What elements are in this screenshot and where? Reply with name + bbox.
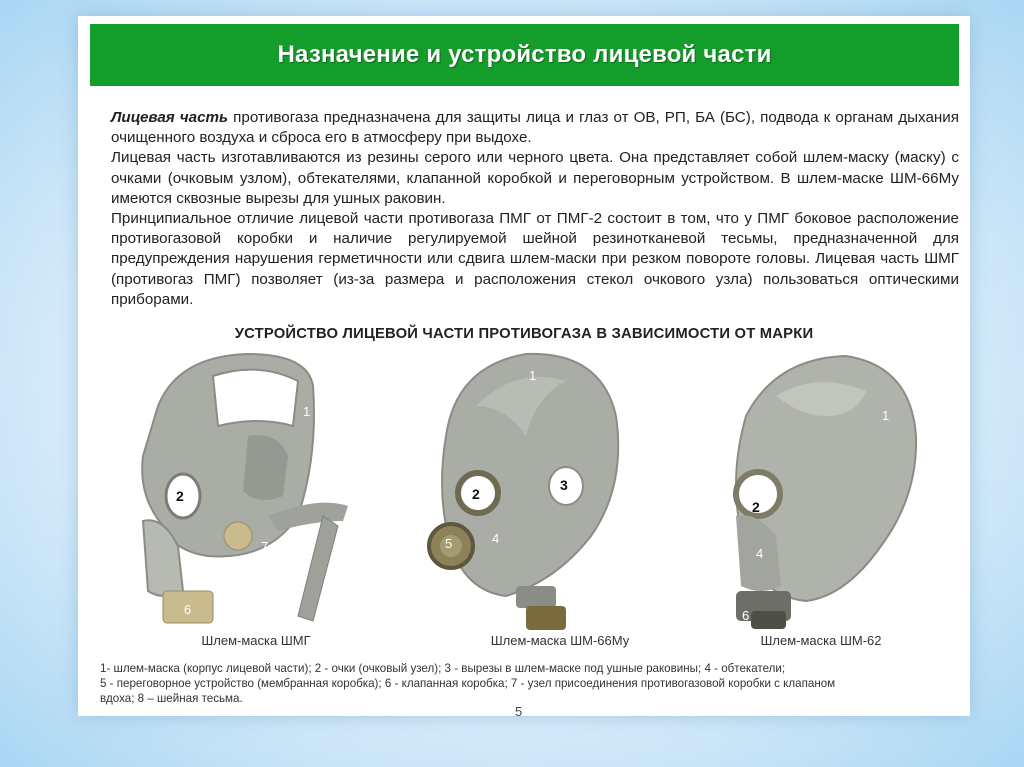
figure-shmg: [118, 346, 348, 646]
legend-line-2: 5 - переговорное устройство (мембранная коробка); 6 - клапанная коробка; 7 - узел присоединения противогазовой коробки с клапаном: [100, 677, 836, 690]
paragraph-1-rest: противогаза предназначена для защиты лица и глаз от ОВ, РП, БА (БС), подвода к органам дыхания очищенного воздуха и сброса его в атмосферу при выдохе.: [111, 109, 960, 147]
label-4: 4: [756, 546, 764, 561]
label-8: 8: [286, 611, 294, 626]
figure-legend: [100, 661, 960, 706]
legend-line-1: 1- шлем-маска (корпус лицевой части); 2 - очки (очковый узел); 3 - вырезы в шлем-маске под ушные раковины; 4 - обтекатели;: [100, 662, 786, 675]
label-7: 7: [261, 539, 269, 554]
page-number: 5: [515, 704, 523, 719]
label-1: 1: [303, 404, 311, 419]
paragraph-2: Лицевая часть изготавливаются из резины серого или черного цвета. Она представляет собой шлем-маску (маску) с очками (очковым узлом), обтекателями, клапанной коробкой и переговорным устройством. В шлем-маске ШМ-66Му имеются сквозные вырезы для ушных раковин.: [111, 149, 959, 207]
label-5: 5: [445, 536, 453, 551]
label-6: 6: [184, 602, 192, 617]
slide: [78, 16, 970, 719]
label-2: 2: [176, 488, 184, 504]
caption-shmg: Шлем-маска ШМГ: [201, 633, 311, 648]
slide-title: Назначение и устройство лицевой части: [90, 24, 959, 86]
paragraph-3: Принципиальное отличие лицевой части противогаза ПМГ от ПМГ-2 состоит в том, что у ПМГ боковое расположение противогазовой коробки и наличие регулируемой шейной резинотканевой тесьмы, предназначенной для предупреждения нарушения герметичности или сдвига шлем-маски при резком повороте головы. Лицевая часть ШМГ (противогаз ПМГ) позволяет (из-за размера и расположения стекол очкового узла) пользоваться оптическими приборами.: [111, 210, 959, 308]
label-3: 3: [560, 477, 568, 493]
figure-shm66mu: [416, 346, 636, 646]
label-1: 1: [529, 368, 537, 383]
label-2: 2: [472, 486, 480, 502]
label-1: 1: [882, 408, 890, 423]
caption-shm66mu: Шлем-маска ШМ-66Му: [490, 633, 630, 648]
paragraph-1: [111, 108, 959, 148]
figures-row: [78, 346, 970, 646]
label-6: 6: [460, 611, 468, 626]
gas-mask-shm62-image: [706, 346, 926, 646]
gas-mask-shmg-image: [118, 346, 348, 646]
label-4: 4: [492, 531, 500, 546]
figure-shm62: [706, 346, 926, 646]
paragraph-1-lead: Лицевая часть: [111, 109, 229, 126]
label-2: 2: [752, 499, 760, 515]
figures-heading: УСТРОЙСТВО ЛИЦЕВОЙ ЧАСТИ ПРОТИВОГАЗА В ЗАВИСИМОСТИ ОТ МАРКИ: [234, 326, 814, 342]
label-5: 5: [128, 566, 136, 581]
label-6: 6: [742, 608, 750, 623]
gas-mask-shm66mu-image: [416, 346, 636, 646]
body-text: [111, 108, 959, 310]
caption-shm62: Шлем-маска ШМ-62: [760, 633, 882, 648]
legend-line-3: вдоха; 8 – шейная тесьма.: [100, 692, 243, 705]
